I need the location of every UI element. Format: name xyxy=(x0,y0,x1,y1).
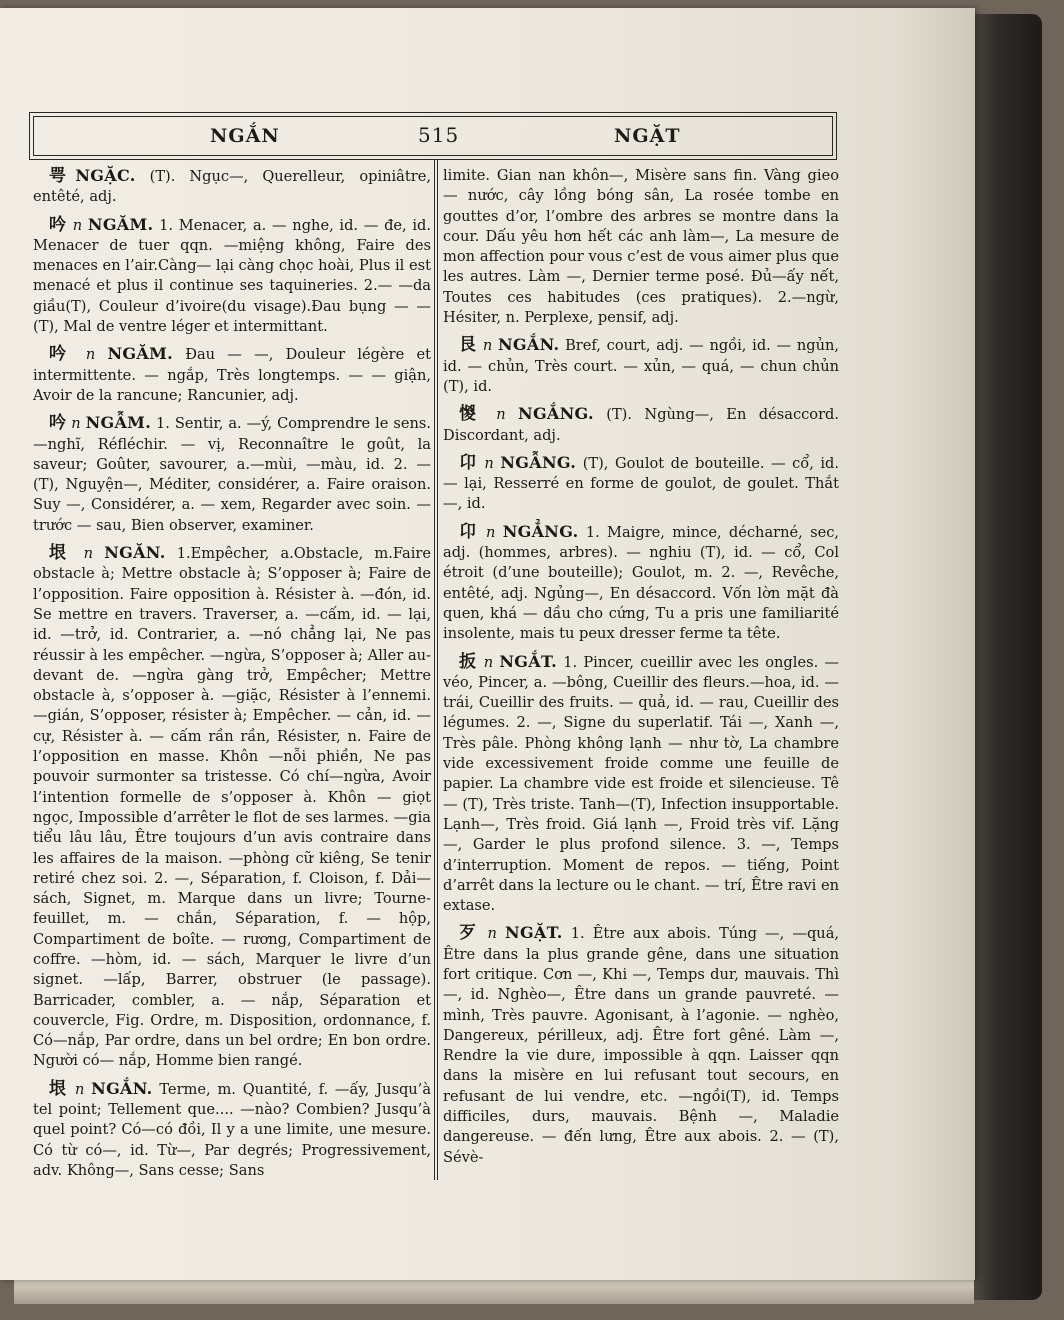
dictionary-entry xyxy=(443,652,839,917)
hanzi-char: 卬 xyxy=(459,521,479,542)
header-left-word: NGẮN xyxy=(210,125,280,147)
hanzi-char: 卬 xyxy=(459,452,478,473)
dictionary-entry xyxy=(443,404,839,446)
dictionary-entry xyxy=(33,215,431,338)
headword: NGẮNG. xyxy=(518,404,594,424)
headword: NGẶT. xyxy=(505,923,563,943)
part-of-speech: n xyxy=(487,925,497,943)
entry-text: 1. Pincer, cueillir avec les ongles. — véo, Pincer, a. —bông, Cueillir des fleurs.—hoa, id. — trái, Cueillir des fruits. — quả, id. — rau, Cueillir des légumes. 2. —, Signe du superlatif. Tái —, Xanh —, Très pâle. Phòng không lạnh — như tờ, La chambre vide excessivement froide comme une feuille de papier. La chambre vide est froide et silencieuse. Tê — (T), Très triste. Tanh—(T), Infection insupportable. Lạnh—, Très froid. Giá lạnh —, Froid très vif. Lặng —, Garder le plus profond silence. 3. —, Temps d’interruption. Moment de repos. — tiếng, Point d’arrêt dans la lecture ou le chant. — trí, Être ravi en extase. xyxy=(443,653,839,915)
dictionary-page xyxy=(0,8,975,1280)
hanzi-char: 扳 xyxy=(459,651,478,672)
page-number: 515 xyxy=(418,123,460,147)
hanzi-char: 吟 xyxy=(49,214,68,235)
entry-text: (T). Ngục—, Querelleur, opiniâtre, entêté, adj. xyxy=(33,168,431,206)
headword: NGẲNG. xyxy=(502,521,579,541)
headword: NGẪNG. xyxy=(500,452,577,472)
entry-text: (T), Goulot de bouteille. — cổ, id. — lại, Resserré en forme de goulot, de goulet. Thắt—, id. xyxy=(443,454,840,513)
headword: NGẮT. xyxy=(499,651,557,671)
left-column xyxy=(33,166,431,1188)
headword: NGẮN. xyxy=(497,335,560,355)
dictionary-entry xyxy=(443,522,839,645)
part-of-speech: n xyxy=(482,337,493,355)
part-of-speech: n xyxy=(85,346,96,364)
entry-text: Đau — —, Douleur légère et intermittente. — ngắp, Très longtemps. — — giận, Avoir de la rancune; Rancunier, adj. xyxy=(33,346,432,404)
hanzi-char: 咢 xyxy=(49,166,76,186)
headword: NGĂM. xyxy=(107,344,173,364)
part-of-speech: n xyxy=(485,523,496,541)
dictionary-entry xyxy=(33,413,431,536)
right-column xyxy=(443,166,839,1175)
hanzi-char: 垠 xyxy=(49,1078,69,1099)
part-of-speech: n xyxy=(71,415,81,433)
dictionary-entry xyxy=(33,166,431,208)
entry-text: limite. Gian nan khôn—, Misère sans fin. Vàng gieo — nước, cây lồng bóng sân, La rosée tombe en gouttes d’or, l’ombre des arbres se montre dans la cour. Dấu yêu hơn hết các anh làm—, La mesure de mon affection pour vous c’est de vous aimer plus que les autres. Làm —, Dernier terme posé. Đủ—ấy nết, Toutes ces habitudes (ces pratiques). 2.—ngừ, Hésiter, n. Perplexe, pensif, adj. xyxy=(443,167,839,327)
dictionary-entry xyxy=(33,344,431,406)
hanzi-char: 垠 xyxy=(49,543,73,564)
headword: NGẶC. xyxy=(75,166,136,185)
part-of-speech: n xyxy=(484,454,494,472)
entry-text: Bref, court, adj. — ngồi, id. — ngủn, id. — chủn, Très court. — xủn, — quá, — chun chủn (T), id. xyxy=(443,337,840,395)
entry-text: 1. Menacer, a. — nghe, id. — đe, id. Menacer de tuer qqn. —miệng không, Faire des menaces en l’air.Càng— lại càng chọc hoài, Plus il est menacé et plus il continue ses taquineries. 2.— —da giầu(T), Couleur d’ivoire(du visage).Đau bụng — —(T), Mal de ventre léger et intermittant. xyxy=(33,216,432,336)
hanzi-char: 歹 xyxy=(459,923,480,944)
hanzi-char: 艮 xyxy=(459,335,478,356)
part-of-speech: n xyxy=(83,545,94,563)
column-divider xyxy=(434,160,438,1180)
hanzi-char: 惾 xyxy=(459,404,484,425)
dictionary-entry xyxy=(443,453,839,515)
part-of-speech: n xyxy=(496,406,506,424)
hanzi-char: 吟 xyxy=(49,413,67,434)
entry-text: 1. Maigre, mince, décharné, sec, adj. (hommes, arbres). — nghiu (T), id. — cổ, Col étroit (d’une bouteille); Goulot, m. 2. —, Revêche, entêté, adj. Ngủng—, En désaccord. Vốn lờn mặt đà quen, khá — dầu cho cứng, Tu a pris une familiarité insolente, mais tu peux dresser ferme ta tête. xyxy=(443,523,840,643)
dictionary-entry xyxy=(443,923,839,1168)
headword: NGẪM. xyxy=(85,413,152,433)
part-of-speech: n xyxy=(72,216,83,234)
entry-text: (T). Ngùng—, En désaccord. Discordant, adj. xyxy=(443,406,840,444)
dictionary-entry xyxy=(33,1079,431,1181)
entry-text: Terme, m. Quantité, f. —ấy, Jusqu’à tel point; Tellement que.... —nào? Combien? Jusqu’à quel point? Có—có đồi, Il y a une limite, une mesure. Có từ có—, id. Từ—, Par degrés; Progressivement, adv. Không—, Sans cesse; Sans xyxy=(33,1080,432,1179)
entry-text: 1. Sentir, a. —ý, Comprendre le sens. —nghĩ, Réfléchir. — vị, Reconnaître le goût, la saveur; Goûter, savourer, a.—mùi, —màu, id. 2. — (T), Nguyện—, Méditer, considérer, a. Faire oraison. Suy —, Considérer, a. — xem, Regarder avec soin. — trước — sau, Bien observer, examiner. xyxy=(33,415,432,534)
entry-text: 1. Être aux abois. Túng —, —quá, Être dans la plus grande gêne, dans une situation fort critique. Cơn —, Khi —, Temps dur, mauvais. Thì —, id. Nghèo—, Être dans un grande pauvreté. — mình, Très pauvre. Agonisant, à l’agonie. — nghèo, Dangereux, périlleux, adj. Être fort gêné. Làm —, Rendre la vie dure, impossible à qqn. Laisser qqn dans la misère en lui refusant tout secours, en refusant de lui vendre, etc. —ngồi(T), id. Temps difficiles, durs, mauvais. Bệnh —, Maladie dangereuse. — đến lưng, Être aux abois. 2. — (T), Sévè- xyxy=(443,925,840,1166)
hanzi-char: 吟 xyxy=(49,344,74,365)
part-of-speech: n xyxy=(74,1080,85,1098)
dictionary-entry xyxy=(443,335,839,397)
part-of-speech: n xyxy=(483,653,494,671)
dictionary-entry-continuation xyxy=(443,166,839,328)
header-right-word: NGẶT xyxy=(614,125,681,147)
running-header xyxy=(33,116,833,156)
entry-text: 1.Empêcher, a.Obstacle, m.Faire obstacle à; Mettre obstacle à; S’opposer à; Faire de l’opposition. Faire opposition à. Résister à. —đón, id. Se mettre en travers. Traverser, a. —cấm, id. — lại, id. —trở, id. Contrarier, a. —nó chẳng lại, Ne pas réussir à les empêcher. —ngừa, S’opposer à; Aller au-devant de. —ngừa gàng trở, Empêcher; Mettre obstacle à, s’opposer à. —giặc, Résister à l’ennemi. —gián, S’opposer, résister à; Empêcher. — cản, id. — cự, Résister à. — cấm rần rần, Résister, n. Faire de l’opposition en masse. Khôn —nỗi phiền, Ne pas pouvoir surmonter sa tristesse. Có chí—ngừa, Avoir l’intention formelle de s’opposer à. Khôn — giọt ngọc, Impossible d’arrêter le flot de ses larmes. —gia tiểu lâu lâu, Être toujours d’un avis contraire dans les affaires de la maison. —phòng cữ kiêng, Se tenir retiré chez soi. 2. —, Séparation, f. Cloison, f. Dải—sách, Signet, m. Marque dans un livre; Tourne-feuillet, m. — chắn, Séparation, f. — hộp, Compartiment de boîte. — rương, Compartiment de coffre. —hòm, id. — sách, Marquer le livre d’un signet. —lấp, Barrer, obstruer (le passage). Barricader, combler, a. — nắp, Séparation et couvercle, Fig. Ordre, m. Disposition, ordonnance, f. Có—nắp, Par ordre, dans un bel ordre; En bon ordre. Người có— nắp, Homme bien rangé. xyxy=(33,545,431,1070)
headword: NGĂM. xyxy=(87,214,154,234)
headword: NGẮN. xyxy=(91,1078,153,1098)
dictionary-entry xyxy=(33,543,431,1072)
headword: NGĂN. xyxy=(104,543,166,563)
